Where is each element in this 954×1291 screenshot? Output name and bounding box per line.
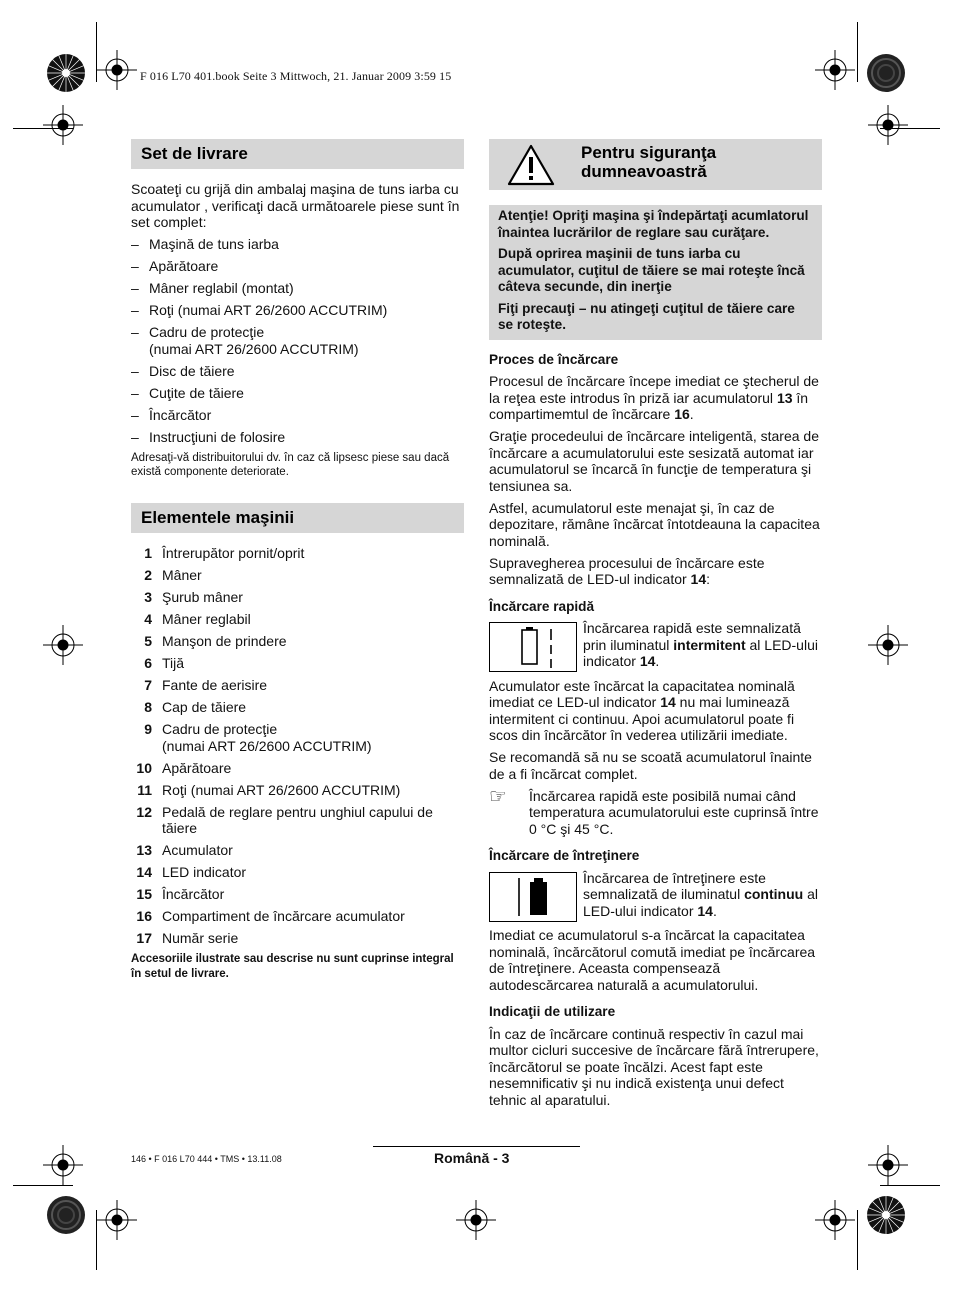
battery-full-icon [490,873,576,921]
fast-charge-heading: Încărcare rapidă [489,598,595,614]
text: . [689,406,694,422]
text: . [712,902,717,919]
registration-target-icon [868,625,908,665]
charging-paragraph: Astfel, acumulatorul este menajat şi, în caz de depozitare, rămâne încărcat întotdeauna la capacitea nominală. [489,499,820,549]
registration-target-icon [456,1200,496,1240]
item-number: 9 [144,721,152,737]
list-item [131,721,464,754]
list-item: – Disc de tăiere [131,363,464,380]
crop-mark [857,1210,858,1270]
ref-number: 14 [660,694,676,710]
item-number: 2 [144,567,152,583]
text: Supravegherea procesului de încărcare este semnalizată de LED-ul indicator [489,554,765,587]
ref-number: 14 [690,571,707,587]
list-item [131,930,464,947]
list-item [131,782,464,799]
elementele-title: Elementele maşinii [141,508,295,527]
registration-target-icon [815,50,855,90]
item-label: Număr serie [162,930,239,946]
maintenance-led-text [583,870,822,922]
item-label: Pedală de reglare pentru unghiul capului de tăiere [162,803,433,836]
fast-charge-led-row [489,620,822,672]
elementele-section [131,545,464,988]
ref-number: 16 [674,406,690,422]
charging-paragraph: Graţie procedeului de încărcare inteligentă, starea de încărcare a acumulatorului este sesizată automat iar acumulatorul se încarcă în funcţie de temperatura şi tensiunea sa. [489,428,819,494]
footer-code: 146 • F 016 L70 444 • TMS • 13.11.08 [131,1154,282,1164]
right-column-content [489,205,822,1114]
calibration-wheel-icon [866,53,906,93]
elements-list [131,545,464,947]
maintenance-led-row [489,870,822,922]
crop-mark [857,22,858,82]
safety-title: Pentru siguranţa dumneavoastră [581,143,717,181]
set-note: Adresaţi-vă distribuitorului dv. în caz că lipsesc piese sau dacă există componente deteriorate. [131,451,450,478]
crop-mark [880,1185,940,1186]
registration-target-icon [43,1145,83,1185]
text: . [655,653,660,669]
calibration-wheel-icon [866,1195,906,1235]
fast-paragraph: Se recomandă să nu se scoată acumulatorul înainte de a fi încărcat complet. [489,749,812,782]
list-item: – Cadru de protecţie (numai ART 26/2600 ACCUTRIM) [131,324,464,357]
maintenance-paragraph: Imediat ce acumulatorul s-a încărcat la capacitatea nominală, încărcătorul comută imediat pe încărcarea de întreţinere. Aceasta compensează autodescărcarea naturală a acumulatorului. [489,927,816,993]
text: în compartimemtul de încărcare [489,389,809,422]
item-label: Întrerupător pornit/oprit [162,545,305,561]
elementele-heading [131,503,464,533]
registration-target-icon [43,105,83,145]
ref-number: 14 [639,653,656,669]
text: Încărcarea de întreţinere este semnalizată de iluminatul [583,869,766,902]
emphasis: intermitent [673,636,746,653]
ref-number: 14 [697,902,713,919]
fast-note [489,785,822,838]
charging-heading: Proces de încărcare [489,351,619,367]
usage-paragraph: În caz de încărcare continuă respectiv în cazul mai multor cicluri succesive de încărcare fără întrerupere, încărcătorul se poate încălzi. Acest fapt este nesemnificativ şi nu indică existenţa unui defect tehnic al aparatului. [489,1025,819,1108]
item-number: 15 [136,886,152,902]
item-label: Cap de tăiere [162,699,247,715]
text: al LED-ului indicator [583,886,818,919]
item-label: Compartiment de încărcare acumulator [162,908,405,924]
list-item [131,804,464,837]
warning-text: După oprirea maşinii de tuns iarba cu acumulator, cuţitul de tăiere se mai roteşte încă câteva secunde, din inerţie [498,246,805,294]
note-text: Încărcarea rapidă este posibilă numai când temperatura acumulatorului este cuprinsă între 0 °C şi 45 °C. [529,787,819,837]
item-number: 11 [137,781,152,798]
list-item [131,677,464,694]
list-item [131,611,464,628]
item-label: Încărcător [162,886,225,902]
set-livrare-heading [131,139,464,169]
list-item [131,567,464,584]
item-label: Roţi (numai ART 26/2600 ACCUTRIM) [162,781,401,798]
set-intro: Scoateţi cu grijă din ambalaj maşina de tuns iarba cu acumulator , verificaţi dacă următoarele piese sunt în set complet: [131,181,460,230]
set-items-list [131,236,464,445]
charging-paragraph [489,373,822,423]
item-number: 17 [136,930,152,946]
list-item [131,589,464,606]
item-label: LED indicator [162,864,247,880]
list-item: – Maşină de tuns iarba [131,236,464,253]
calibration-wheel-icon [46,1195,86,1235]
maintenance-heading: Încărcare de întreţinere [489,848,640,863]
text: : [706,571,711,587]
fast-paragraph [489,678,822,744]
ref-number: 13 [776,389,793,406]
page-number: Română - 3 [434,1150,510,1166]
text: Încărcarea rapidă este semnalizată prin iluminatul [583,620,801,653]
list-item [131,842,464,859]
led-blinking-indicator [489,622,577,672]
item-number: 8 [144,699,152,715]
warning-text: Fiţi precauţi – nu atingeţi cuţitul de tăiere care se roteşte. [498,300,795,332]
item-number: 1 [144,545,152,561]
fast-charge-led-text [583,620,822,672]
list-item [131,864,464,881]
registration-target-icon [815,1200,855,1240]
list-item: – Încărcător [131,407,464,424]
item-number: 10 [136,759,152,776]
footer-rule [373,1146,580,1147]
safety-heading [489,139,822,190]
list-item: – Cuţite de tăiere [131,385,464,402]
text: Acumulator este încărcat la capacitatea nominală imediat ce LED-ul indicator [489,677,795,710]
accessories-note: Accesoriile ilustrate sau descrise nu sunt cuprinse integral în setul de livrare. [131,953,454,980]
item-label: Tijă [162,655,185,671]
list-item: – Instrucţiuni de folosire [131,429,464,446]
battery-blinking-icon [490,623,576,671]
list-item: – Mâner reglabil (montat) [131,280,464,297]
pointing-hand-icon: ☞ [489,785,507,808]
item-number: 7 [144,677,152,693]
item-number: 13 [136,842,152,858]
text: al LED-ului indicator [583,636,818,669]
list-item [131,760,464,777]
print-header: F 016 L70 401.book Seite 3 Mittwoch, 21. Januar 2009 3:59 15 [140,69,452,83]
text: nu mai luminează intermitent ci continuu. Apoi acumulatorul poate fi scos din încărcător în vederea utilizării imediate. [489,694,795,743]
registration-target-icon [868,105,908,145]
list-item: – Apărătoare [131,258,464,275]
crop-mark [13,1185,73,1186]
item-label: Fante de aerisire [162,677,268,693]
list-item [131,699,464,716]
list-item: – Roţi (numai ART 26/2600 ACCUTRIM) [131,302,464,319]
item-number: 4 [144,611,152,627]
text: Procesul de încărcare începe imediat ce ştecherul de la reţea este introdus în priză iar acumulatorul [489,373,819,406]
calibration-wheel-icon [46,53,86,93]
warning-triangle-icon [507,144,555,186]
item-number: 14 [136,864,152,880]
item-label: Mâner [162,567,202,583]
item-label: Şurub mâner [162,589,243,605]
list-item [131,545,464,562]
registration-target-icon [868,1145,908,1185]
warning-text: Atenţie! Opriţi maşina şi îndepărtaţi acumlatorul înaintea lucrărilor de reglare sau curăţare. [498,208,809,240]
item-number: 5 [144,633,152,649]
item-label: Apărătoare [162,759,232,776]
item-label: Manşon de prindere [162,633,287,649]
list-item [131,655,464,672]
registration-target-icon [43,625,83,665]
registration-target-icon [97,1200,137,1240]
item-label: Cadru de protecţie (numai ART 26/2600 ACCUTRIM) [162,721,372,754]
set-livrare-title: Set de livrare [141,144,248,163]
item-number: 3 [144,589,152,605]
warning-box [489,205,822,340]
item-number: 6 [144,655,152,671]
item-number: 12 [136,803,152,820]
emphasis: continuu [744,886,804,902]
item-number: 16 [136,908,152,924]
set-livrare-section [131,181,464,484]
list-item [131,633,464,650]
led-continuous-indicator [489,872,577,922]
registration-target-icon [97,50,137,90]
charging-paragraph [489,555,822,588]
list-item [131,886,464,903]
usage-heading: Indicaţii de utilizare [489,1004,616,1019]
list-item [131,908,464,925]
item-label: Mâner reglabil [162,611,251,627]
item-label: Acumulator [162,842,233,858]
